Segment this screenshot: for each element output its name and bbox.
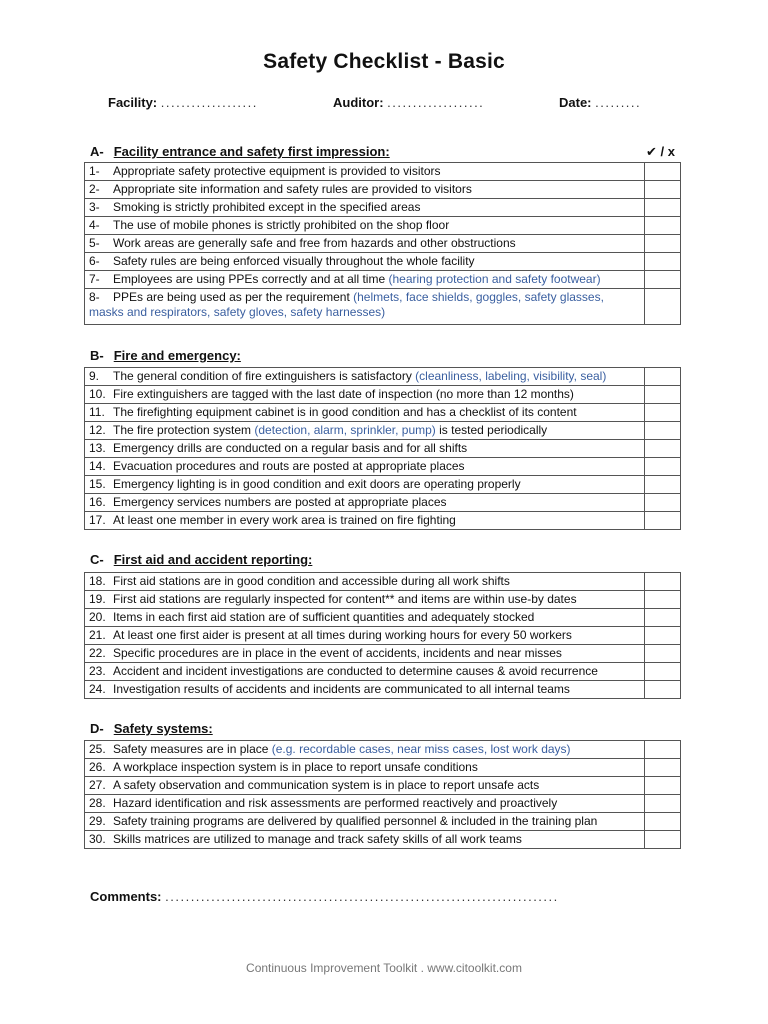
- item-cell: [85, 663, 645, 681]
- item-text: Evacuation procedures and routs are posted at appropriate places: [113, 459, 465, 473]
- item-cell: [85, 271, 645, 289]
- check-box[interactable]: [645, 404, 681, 422]
- item-number: 24.: [89, 682, 106, 696]
- comments-blank: .............................................................................: [165, 889, 559, 904]
- check-box[interactable]: [645, 458, 681, 476]
- item-cell: [85, 253, 645, 271]
- item-number: 5-: [89, 236, 100, 250]
- table-row: [85, 813, 681, 831]
- page-title: Safety Checklist - Basic: [263, 50, 505, 73]
- section-name: Fire and emergency:: [113, 348, 241, 363]
- item-text-after: is tested periodically: [435, 423, 548, 437]
- date-field[interactable]: [559, 95, 641, 110]
- item-number: 17.: [89, 513, 106, 527]
- section-letter: C-: [90, 552, 104, 567]
- item-cell: [85, 199, 645, 217]
- facility-field[interactable]: [108, 95, 258, 110]
- item-text: Employees are using PPEs correctly and at all time: [113, 272, 389, 286]
- item-number: 26.: [89, 760, 106, 774]
- item-text: The use of mobile phones is strictly prohibited on the shop floor: [113, 218, 450, 232]
- table-row: [85, 368, 681, 386]
- item-cell: [85, 609, 645, 627]
- check-box[interactable]: [645, 440, 681, 458]
- footer: Continuous Improvement Toolkit . www.citoolkit.com: [246, 961, 522, 975]
- check-box[interactable]: [645, 777, 681, 795]
- section-a-heading: [90, 144, 390, 159]
- table-row: [85, 163, 681, 181]
- item-text: The fire protection system: [113, 423, 255, 437]
- check-box[interactable]: [645, 609, 681, 627]
- item-text: A safety observation and communication system is in place to report unsafe acts: [113, 778, 540, 792]
- check-box[interactable]: [645, 795, 681, 813]
- check-box[interactable]: [645, 386, 681, 404]
- item-text: Safety training programs are delivered by qualified personnel & included in the training plan: [113, 814, 598, 828]
- item-cell: [85, 458, 645, 476]
- table-row: [85, 645, 681, 663]
- item-cell: [85, 235, 645, 253]
- item-number: 27.: [89, 778, 106, 792]
- item-number: 2-: [89, 182, 100, 196]
- table-row: [85, 681, 681, 699]
- section-name: Facility entrance and safety first impression:: [113, 144, 390, 159]
- item-cell: [85, 591, 645, 609]
- section-d-heading: [90, 721, 213, 736]
- item-text: The general condition of fire extinguishers is satisfactory: [113, 369, 416, 383]
- table-row: [85, 271, 681, 289]
- item-text: Safety measures are in place: [113, 742, 272, 756]
- table-row: [85, 440, 681, 458]
- table-row: [85, 386, 681, 404]
- check-box[interactable]: [645, 512, 681, 530]
- table-row: [85, 217, 681, 235]
- item-text: Accident and incident investigations are conducted to determine causes & avoid recurrence: [113, 664, 598, 678]
- item-text: Specific procedures are in place in the event of accidents, incidents and near misses: [113, 646, 562, 660]
- item-cell: [85, 627, 645, 645]
- table-row: [85, 741, 681, 759]
- table-row: [85, 663, 681, 681]
- section-letter: A-: [90, 144, 104, 159]
- item-number: 14.: [89, 459, 106, 473]
- item-text: Investigation results of accidents and incidents are communicated to all internal teams: [113, 682, 570, 696]
- section-b-table: [84, 367, 681, 530]
- comments-field[interactable]: [90, 889, 559, 904]
- check-box[interactable]: [645, 573, 681, 591]
- facility-label: Facility:: [108, 95, 158, 110]
- item-number: 16.: [89, 495, 106, 509]
- item-cell: [85, 494, 645, 512]
- check-box[interactable]: [645, 645, 681, 663]
- table-row: [85, 181, 681, 199]
- item-number: 15.: [89, 477, 106, 491]
- item-number: 9.: [89, 369, 100, 383]
- item-note: (cleanliness, labeling, visibility, seal): [415, 369, 607, 383]
- item-cell: [85, 386, 645, 404]
- check-box[interactable]: [645, 627, 681, 645]
- item-number: 6-: [89, 254, 100, 268]
- item-cell: [85, 813, 645, 831]
- item-text: Emergency drills are conducted on a regular basis and for all shifts: [113, 441, 468, 455]
- item-number: 7-: [89, 272, 100, 286]
- check-box[interactable]: [645, 494, 681, 512]
- auditor-label: Auditor:: [333, 95, 384, 110]
- item-cell: [85, 217, 645, 235]
- item-cell: [85, 681, 645, 699]
- section-name: First aid and accident reporting:: [113, 552, 313, 567]
- check-box[interactable]: [645, 591, 681, 609]
- table-row: [85, 253, 681, 271]
- check-box[interactable]: [645, 163, 681, 181]
- item-number: 25.: [89, 742, 106, 756]
- item-cell: [85, 795, 645, 813]
- item-number: 4-: [89, 218, 100, 232]
- section-c-table: [84, 572, 681, 699]
- date-label: Date:: [559, 95, 592, 110]
- item-text: Work areas are generally safe and free from hazards and other obstructions: [113, 236, 516, 250]
- item-number: 10.: [89, 387, 106, 401]
- check-box[interactable]: [645, 813, 681, 831]
- item-text: Appropriate site information and safety rules are provided to visitors: [113, 182, 472, 196]
- table-row: [85, 289, 681, 325]
- item-number: 20.: [89, 610, 106, 624]
- check-box[interactable]: [645, 681, 681, 699]
- item-number: 29.: [89, 814, 106, 828]
- item-number: 19.: [89, 592, 106, 606]
- item-number: 28.: [89, 796, 106, 810]
- table-row: [85, 512, 681, 530]
- section-a-table: [84, 162, 681, 325]
- section-d-table: [84, 740, 681, 849]
- table-row: [85, 591, 681, 609]
- item-number: 23.: [89, 664, 106, 678]
- table-row: [85, 627, 681, 645]
- item-note: (helmets, face shields, goggles, safety glasses, masks and respirators, safety gloves, safety harnesses): [89, 290, 604, 319]
- check-box[interactable]: [645, 422, 681, 440]
- table-row: [85, 795, 681, 813]
- item-text: Items in each first aid station are of sufficient quantities and adequately stocked: [113, 610, 535, 624]
- section-letter: B-: [90, 348, 104, 363]
- item-cell: [85, 289, 645, 325]
- item-cell: [85, 368, 645, 386]
- check-box[interactable]: [645, 663, 681, 681]
- check-box[interactable]: [645, 741, 681, 759]
- item-number: 30.: [89, 832, 106, 846]
- check-box[interactable]: [645, 199, 681, 217]
- item-text: PPEs are being used as per the requirement: [113, 290, 354, 304]
- item-text: Safety rules are being enforced visually throughout the whole facility: [113, 254, 475, 268]
- item-cell: [85, 777, 645, 795]
- item-text: Skills matrices are utilized to manage and track safety skills of all work teams: [113, 832, 522, 846]
- table-row: [85, 404, 681, 422]
- check-box[interactable]: [645, 181, 681, 199]
- item-note: (hearing protection and safety footwear): [388, 272, 601, 286]
- table-row: [85, 573, 681, 591]
- check-box[interactable]: [645, 368, 681, 386]
- table-row: [85, 199, 681, 217]
- item-text: Emergency lighting is in good condition and exit doors are operating properly: [113, 477, 521, 491]
- item-text: Hazard identification and risk assessments are performed reactively and proactively: [113, 796, 558, 810]
- section-b-heading: [90, 348, 241, 363]
- table-row: [85, 777, 681, 795]
- item-number: 3-: [89, 200, 100, 214]
- item-text: Appropriate safety protective equipment is provided to visitors: [113, 164, 441, 178]
- item-cell: [85, 573, 645, 591]
- comments-label: Comments:: [90, 889, 162, 904]
- item-cell: [85, 163, 645, 181]
- check-box[interactable]: [645, 271, 681, 289]
- item-text: First aid stations are in good condition and accessible during all work shifts: [113, 574, 510, 588]
- table-row: [85, 476, 681, 494]
- table-row: [85, 235, 681, 253]
- item-number: 12.: [89, 423, 106, 437]
- item-number: 22.: [89, 646, 106, 660]
- check-box[interactable]: [645, 217, 681, 235]
- check-box[interactable]: [645, 289, 681, 325]
- item-number: 1-: [89, 164, 100, 178]
- check-box[interactable]: [645, 235, 681, 253]
- item-text: The firefighting equipment cabinet is in good condition and has a checklist of its content: [113, 405, 577, 419]
- check-box[interactable]: [645, 831, 681, 849]
- item-cell: [85, 404, 645, 422]
- item-text: Smoking is strictly prohibited except in the specified areas: [113, 200, 421, 214]
- section-c-heading: [90, 552, 312, 567]
- item-text: Fire extinguishers are tagged with the last date of inspection (no more than 12 months): [113, 387, 574, 401]
- item-cell: [85, 476, 645, 494]
- item-cell: [85, 741, 645, 759]
- table-row: [85, 831, 681, 849]
- item-cell: [85, 440, 645, 458]
- item-cell: [85, 831, 645, 849]
- date-blank: .........: [595, 95, 642, 110]
- check-box[interactable]: [645, 253, 681, 271]
- table-row: [85, 759, 681, 777]
- table-row: [85, 458, 681, 476]
- check-box[interactable]: [645, 759, 681, 777]
- item-number: 8-: [89, 290, 100, 304]
- section-letter: D-: [90, 721, 104, 736]
- table-row: [85, 494, 681, 512]
- check-column-header: ✔ / x: [646, 144, 675, 159]
- item-number: 11.: [89, 405, 105, 419]
- facility-blank: ...................: [160, 95, 258, 110]
- item-cell: [85, 759, 645, 777]
- item-cell: [85, 512, 645, 530]
- item-text: A workplace inspection system is in place to report unsafe conditions: [113, 760, 478, 774]
- item-number: 18.: [89, 574, 106, 588]
- section-name: Safety systems:: [113, 721, 213, 736]
- item-cell: [85, 645, 645, 663]
- item-text: At least one member in every work area is trained on fire fighting: [113, 513, 456, 527]
- table-row: [85, 422, 681, 440]
- item-number: 13.: [89, 441, 106, 455]
- item-text: Emergency services numbers are posted at appropriate places: [113, 495, 447, 509]
- auditor-blank: ...................: [387, 95, 485, 110]
- item-note: (e.g. recordable cases, near miss cases, lost work days): [271, 742, 571, 756]
- item-text: At least one first aider is present at all times during working hours for every 50 workers: [113, 628, 572, 642]
- table-row: [85, 609, 681, 627]
- item-number: 21.: [89, 628, 106, 642]
- item-note: (detection, alarm, sprinkler, pump): [254, 423, 436, 437]
- auditor-field[interactable]: [333, 95, 484, 110]
- item-cell: [85, 181, 645, 199]
- item-text: First aid stations are regularly inspected for content** and items are within use-by dates: [113, 592, 577, 606]
- check-box[interactable]: [645, 476, 681, 494]
- item-cell: [85, 422, 645, 440]
